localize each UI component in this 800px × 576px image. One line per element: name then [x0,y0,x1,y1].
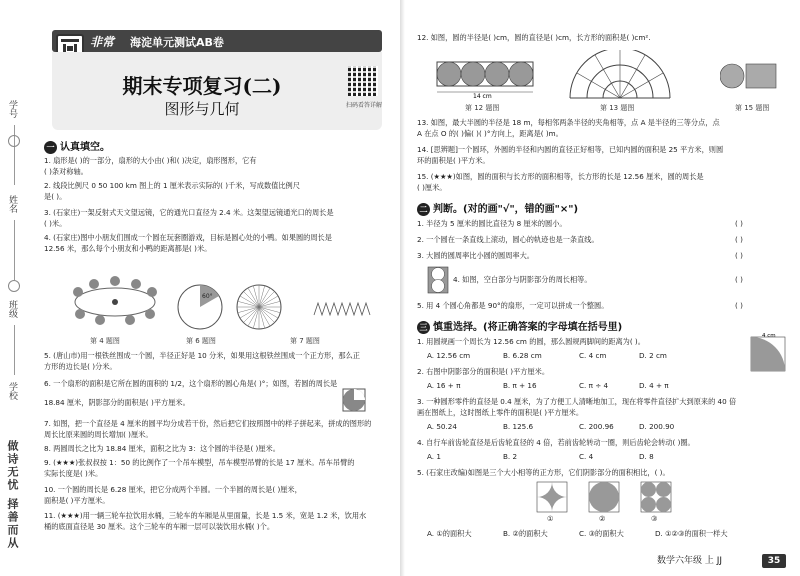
section-number: 二 [417,203,430,216]
label-name: 姓名 [7,195,17,213]
qr-overlay [348,66,378,96]
label-class: 班级 [7,300,17,318]
judge-3-answer[interactable]: ( ) [735,251,743,260]
section-number: 三 [417,321,430,334]
figure-12-caption: 第 12 题图 [465,104,500,112]
motto: 做诗无忧 择善而从 [6,440,19,550]
question-5: 5. (唐山市)用一根铁丝围成一个圆，半径正好是 10 分米，如果用这根铁丝围成一个正方形，那么正 方形的边长是( )分米。 [44,351,360,371]
question-4: 4. (石家庄)图中小朋友们围成一个圆在玩套圈游戏，目标是圆心处的小鸭。如果圆的周长是 12.56 米，那么每个小朋友和小鸭的距离都是( )米。 [44,233,332,253]
title-box [52,52,382,130]
section-label: 判断。(对的画"√"，错的画"×") [433,204,579,215]
section-label: 慎重选择。(将正确答案的字母填在括号里) [433,322,623,333]
figure-6-caption: 第 6 题图 [186,337,216,345]
judge-2: 2. 一个圆在一条直线上滚动，圆心的轨迹也是一条直线。 [417,235,599,244]
section-label: 认真填空。 [60,142,110,153]
question-14: 14. [思辨题]一个圆环，外圆的半径和内圆的直径正好相等，已知内圆的面积是 25 平方米，则圆 环的面积是( )平方米。 [417,145,724,165]
question-6: 6. 一个扇形的面积是它所在圆的面积的 1/2，这个扇形的圆心角是( )°；如图，若圆的周长是 18.84 厘米，阴影部分的面积是( )平方厘米。 [44,379,338,407]
dim-label: 14 cm [473,93,492,98]
line [14,325,15,375]
question-1: 1. 扇形是( )的一部分，扇形的大小由( )和( )决定，扇形图形，它有 ( )条对称轴。 [44,156,257,176]
label-school: 学校 [7,382,17,400]
side-margin [0,0,30,576]
choice-2-options: A. 16 + π B. π + 16 C. π ÷ 4 D. 4 + π [427,381,669,390]
judge-1-answer[interactable]: ( ) [735,219,743,228]
choice-1: 1. 用圆规画一个周长为 12.56 cm 的圆，那么圆规两脚间的距离为( )。 [417,337,645,346]
question-8: 8. 两圆周长之比为 18.84 厘米，面积之比为 3：这个圆的半径是( )厘米。 [44,444,280,453]
question-11: 11. (★★★)用一辆三轮车拉饮用水桶，三轮车的车厢是从里面量，长是 1.5 米，宽是 1.2 米，饮用水 桶的底面直径是 30 厘米。这个三轮车的车厢一层可以装饮用水桶( )个。 [44,511,367,531]
divided-circle-figure [234,282,284,332]
circle-mark [8,135,20,147]
section-1-title [44,138,110,154]
judge-2-answer[interactable]: ( ) [735,235,743,244]
figure-7-caption: 第 7 题图 [290,337,320,345]
line [14,220,15,280]
right-page [405,0,800,576]
angle-label: 60° [202,293,213,300]
judge-1: 1. 半径为 5 厘米的圆比直径为 8 厘米的圆小。 [417,219,567,228]
kids-circle-figure [60,268,170,328]
figure-4-caption: 第 4 题图 [90,337,120,345]
judge-5: 5. 用 4 个圆心角都是 90°的扇形，一定可以拼成一个整圆。 [417,301,609,310]
page-subtitle: 图形与几何 [164,100,240,118]
choice-5: 5. (石家庄改编)如图是三个大小相等的正方形，它们阴影部分的面积相比，( )。 [417,468,670,477]
section-2-title [417,200,578,216]
square-label-3: ③ [651,514,658,523]
sector-figure [175,282,225,332]
square-label-2: ② [599,514,606,523]
question-7: 7. 如图，把一个直径是 4 厘米的圆平均分成若干份，然后把它们按照图中的样子拼起来，拼成的图形的 周长比原来圆的周长增加( )厘米。 [44,419,372,439]
section-3-title [417,318,622,334]
circle-rect-figure [720,58,780,98]
choice-1-options: A. 12.56 cm B. 6.28 cm C. 4 cm D. 2 cm [427,351,667,360]
series-title: 海淀单元测试AB卷 [130,36,224,49]
question-12: 12. 如图，圆的半径是( )cm，圆的直径是( )cm，长方形的面积是( )cm². [417,33,651,42]
choice-4: 4. 自行车前齿轮直径是后齿轮直径的 4 倍，若前齿轮转动一圈，则后齿轮会转动( )圈。 [417,438,695,447]
qr-caption: 扫码看答详解 [345,102,382,109]
judge-5-answer[interactable]: ( ) [735,301,743,310]
label-student-id: 学号 [7,100,17,118]
choice-3: 3. 一种圆形零件的直径是 0.4 厘米，为了方便工人清晰地加工，现在将零件直径扩大到原来的 40 倍 画在图纸上，这时图纸上零件的面积是( )平方厘米。 [417,397,737,417]
judge-4: 4. 如图，空白部分与阴影部分的周长相等。 [453,275,592,284]
question-9: 9. (★★★)张叔叔按 1：50 的比例作了一个吊车模型，吊车模型吊臂的长是 17 厘米。吊车吊臂的 实际长度是( )米。 [44,458,355,478]
series-banner [52,30,382,52]
question-10: 10. 一个圆的周长是 6.28 厘米，把它分成两个半圆。一个半圆的周长是( )厘米， 面积是( )平方厘米。 [44,485,302,505]
line [14,125,15,185]
circle-mark [8,280,20,292]
page-number: 35 [762,554,786,568]
figure-15-caption: 第 15 题图 [735,104,770,112]
c2-dim-label: 4 cm [762,333,776,339]
page-title: 期末专项复习(二) [122,74,282,98]
brand: 非常 [90,35,115,49]
question-3: 3. (石家庄)一架反射式天文望远镜，它的通光口直径为 2.4 米。这架望远镜通光口的周长是 ( )米。 [44,208,334,228]
rearranged-strip-figure [312,300,372,318]
question-2: 2. 线段比例尺 0 50 100 km 图上的 1 厘米表示实际的( )千米，写成数值比例尺 是( )。 [44,181,300,201]
square-label-1: ① [547,514,554,523]
choice-3-options: A. 50.24 B. 125.6 C. 200.96 D. 200.90 [427,422,675,431]
judge-4-figure [427,266,449,294]
footer-text: 数学六年级 上 JJ [657,556,723,566]
figure-13-caption: 第 13 题图 [600,104,635,112]
section-number: 一 [44,141,57,154]
judge-3: 3. 大圆的圆周率比小圆的圆周率大。 [417,251,534,260]
circles-in-rect-figure [435,58,535,98]
choice-4-options: A. 1 B. 2 C. 4 D. 8 [427,452,654,461]
q6-figure [342,388,366,412]
question-13: 13. 如图，最大半圆的半径是 18 m，每相邻两条半径的夹角相等，点 A 是半径的三等分点，点 A 在点 O 的( )偏( )( )°方向上，距离是( )m。 [417,118,720,138]
question-15: 15. (★★★)如图，圆的面积与长方形的面积相等，长方形的长是 12.56 厘米，圆的周长是 ( )厘米。 [417,172,704,192]
choice-2-figure [750,332,795,372]
semicircles-figure [565,50,675,102]
choice-5-options: A. ①的面积大 B. ②的面积大 C. ③的面积大 D. ①②③的面积一样大 [427,529,728,538]
choice-2: 2. 右图中阴影部分的面积是( )平方厘米。 [417,367,550,376]
judge-4-answer[interactable]: ( ) [735,275,743,284]
